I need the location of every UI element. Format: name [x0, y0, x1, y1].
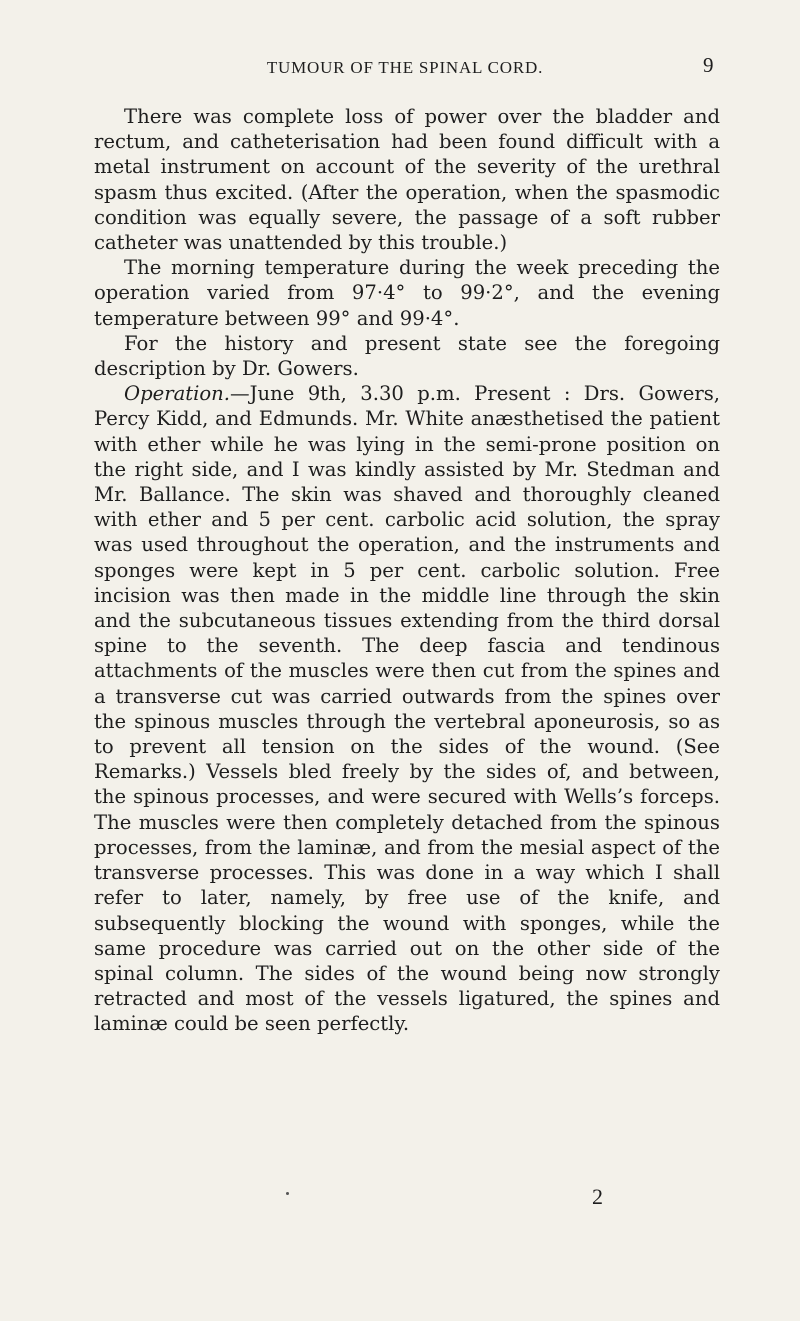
paragraph-bladder	[94, 104, 720, 255]
paragraph-text: There was complete loss of power over the bladder and rectum, and catheterisation had been found difficult with a metal instrument on account of the severity of the urethral spasm thus excited. (After the operation, when the spasmodic condition was equally severe, the passage of a soft rubber catheter was unattended by this trouble.)	[94, 105, 720, 255]
paragraph-temperature	[94, 255, 720, 331]
running-head: TUMOUR OF THE SPINAL CORD.	[266, 58, 544, 77]
signature-mark: 2	[592, 1184, 603, 1209]
paragraph-history	[94, 331, 720, 381]
body-text	[94, 104, 720, 1037]
paragraph-operation	[94, 381, 720, 1036]
paragraph-text: For the history and present state see the foregoing description by Dr. Gowers.	[94, 331, 720, 381]
page-number: 9	[703, 53, 714, 77]
operation-heading: Operation.	[124, 382, 231, 406]
paragraph-text: —June 9th, 3.30 p.m. Present : Drs. Gowers, Percy Kidd, and Edmunds. Mr. White anæsthetised the patient with ether while he was lying in the semi-prone position on the right side, and I was kindly assisted by Mr. Stedman and Mr. Ballance. The skin was shaved and thoroughly cleaned with ether and 5 per cent. carbolic acid solution, the spray was used throughout the operation, and the instruments and sponges were kept in 5 per cent. carbolic solution. Free incision was then made in the middle line through the skin and the subcutaneous tissues extending from the third dorsal spine to the seventh. The deep fascia and tendinous attachments of the muscles were then cut from the spines and a transverse cut was carried outwards from the spines over the spinous muscles through the vertebral aponeurosis, so as to prevent all tension on the sides of the wound. (See Remarks.) Vessels bled freely by the sides of, and between, the spinous processes, and were secured with Wells’s forceps. The muscles were then completely detached from the spinous processes, from the laminæ, and from the mesial aspect of the transverse processes. This was done in a way which I shall refer to later, namely, by free use of the knife, and subsequently blocking the wound with sponges, while the same procedure was carried out on the other side of the spinal column. The sides of the wound being now strongly retracted and most of the vessels ligatured, the spines and laminæ could be seen perfectly.	[94, 382, 720, 1036]
paragraph-text: The morning temperature during the week preceding the operation varied from 97·4° to 99·2°, and the evening temperature between 99° and 99·4°.	[94, 256, 720, 330]
print-speck	[286, 1192, 289, 1195]
